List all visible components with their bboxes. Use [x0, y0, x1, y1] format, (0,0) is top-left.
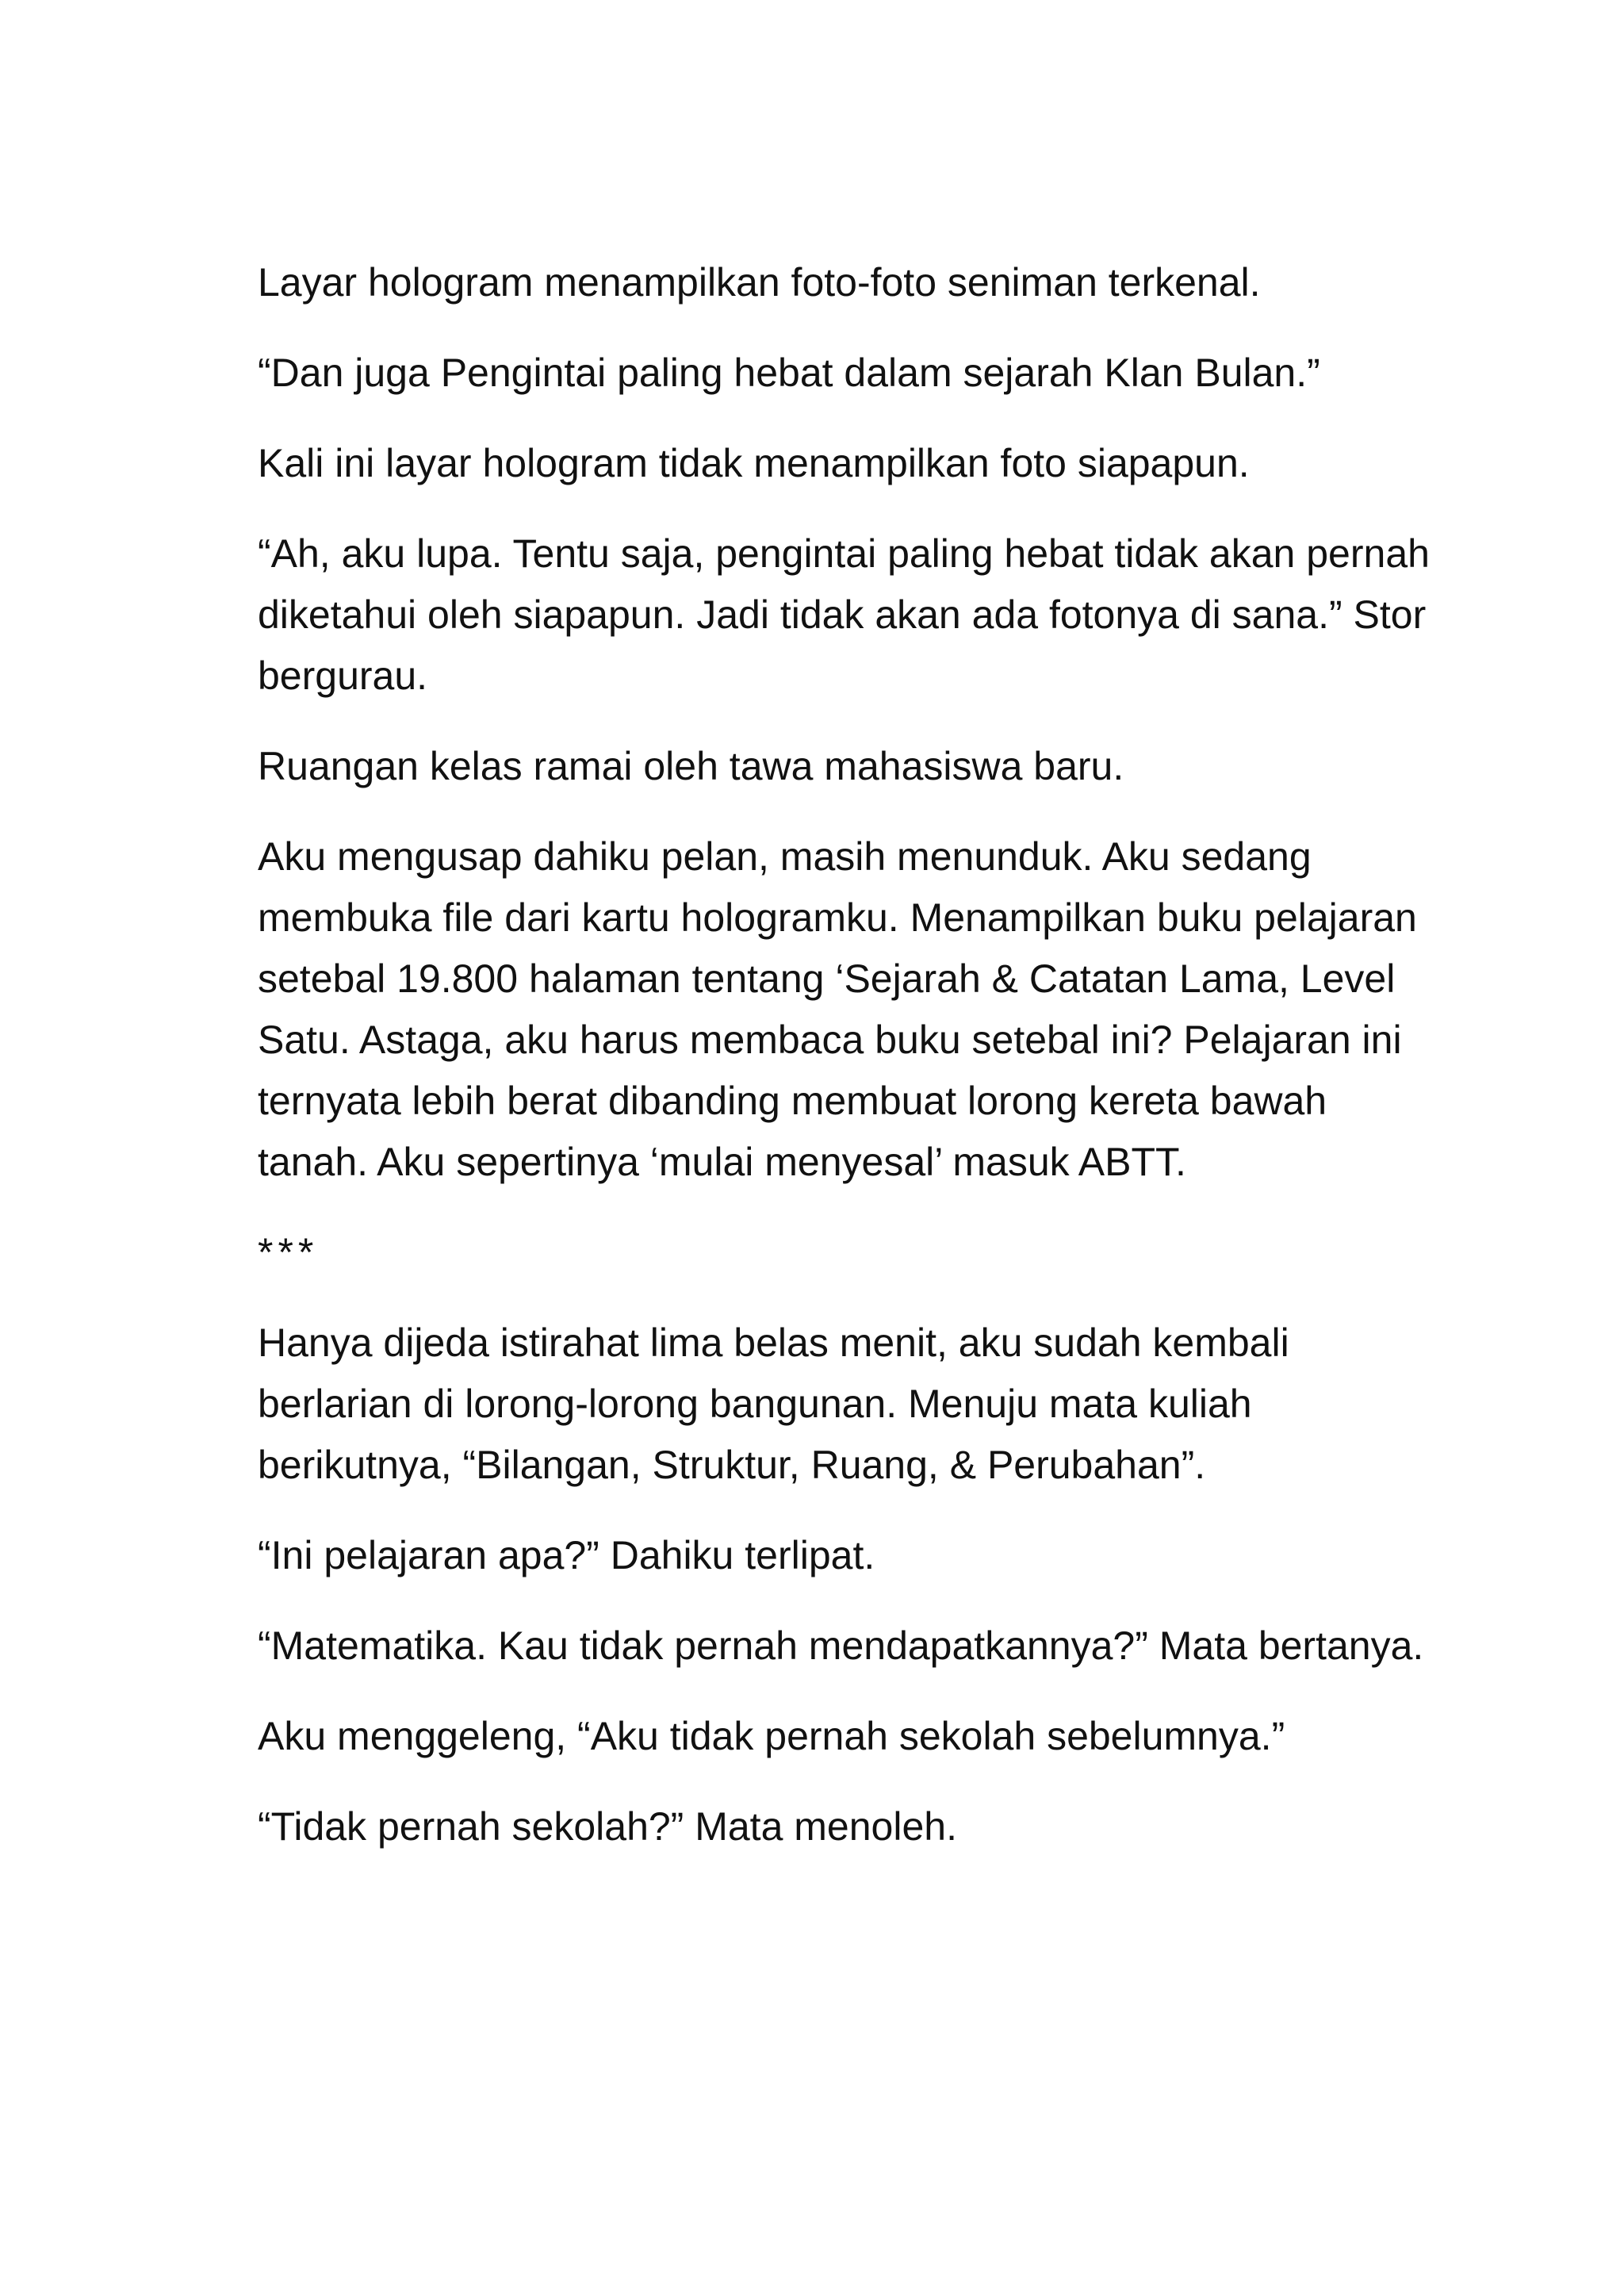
- paragraph: Layar hologram menampilkan foto-foto seniman terkenal.: [258, 260, 1261, 305]
- section-separator: ***: [258, 1230, 319, 1274]
- paragraph: “Tidak pernah sekolah?” Mata menoleh.: [258, 1804, 957, 1849]
- paragraph: “Dan juga Pengintai paling hebat dalam sejarah Klan Bulan.”: [258, 351, 1320, 395]
- paragraph: Aku mengusap dahiku pelan, masih menunduk. Aku sedang membuka file dari kartu hologramku. Menampilkan buku pelajaran setebal 19.800 halaman tentang ‘Sejarah & Catatan Lama, Level Satu. Astaga, aku harus membaca buku setebal ini? Pelajaran ini ternyata lebih berat dibanding membuat lorong kereta bawah tanah. Aku sepertinya ‘mulai menyesal’ masuk ABTT.: [258, 834, 1417, 1184]
- paragraph: Ruangan kelas ramai oleh tawa mahasiswa baru.: [258, 744, 1124, 788]
- paragraph: Kali ini layar hologram tidak menampilkan foto siapapun.: [258, 441, 1250, 485]
- body-text: [258, 252, 1431, 1887]
- paragraph: Hanya dijeda istirahat lima belas menit, aku sudah kembali berlarian di lorong-lorong bangunan. Menuju mata kuliah berikutnya, “Bilangan, Struktur, Ruang, & Perubahan”.: [258, 1320, 1289, 1487]
- paragraph: “Matematika. Kau tidak pernah mendapatkannya?” Mata bertanya.: [258, 1623, 1424, 1668]
- paragraph: “Ah, aku lupa. Tentu saja, pengintai paling hebat tidak akan pernah diketahui oleh siapapun. Jadi tidak akan ada fotonya di sana.” Stor bergurau.: [258, 531, 1430, 698]
- paragraph: Aku menggeleng, “Aku tidak pernah sekolah sebelumnya.”: [258, 1714, 1285, 1758]
- paragraph: “Ini pelajaran apa?” Dahiku terlipat.: [258, 1533, 875, 1577]
